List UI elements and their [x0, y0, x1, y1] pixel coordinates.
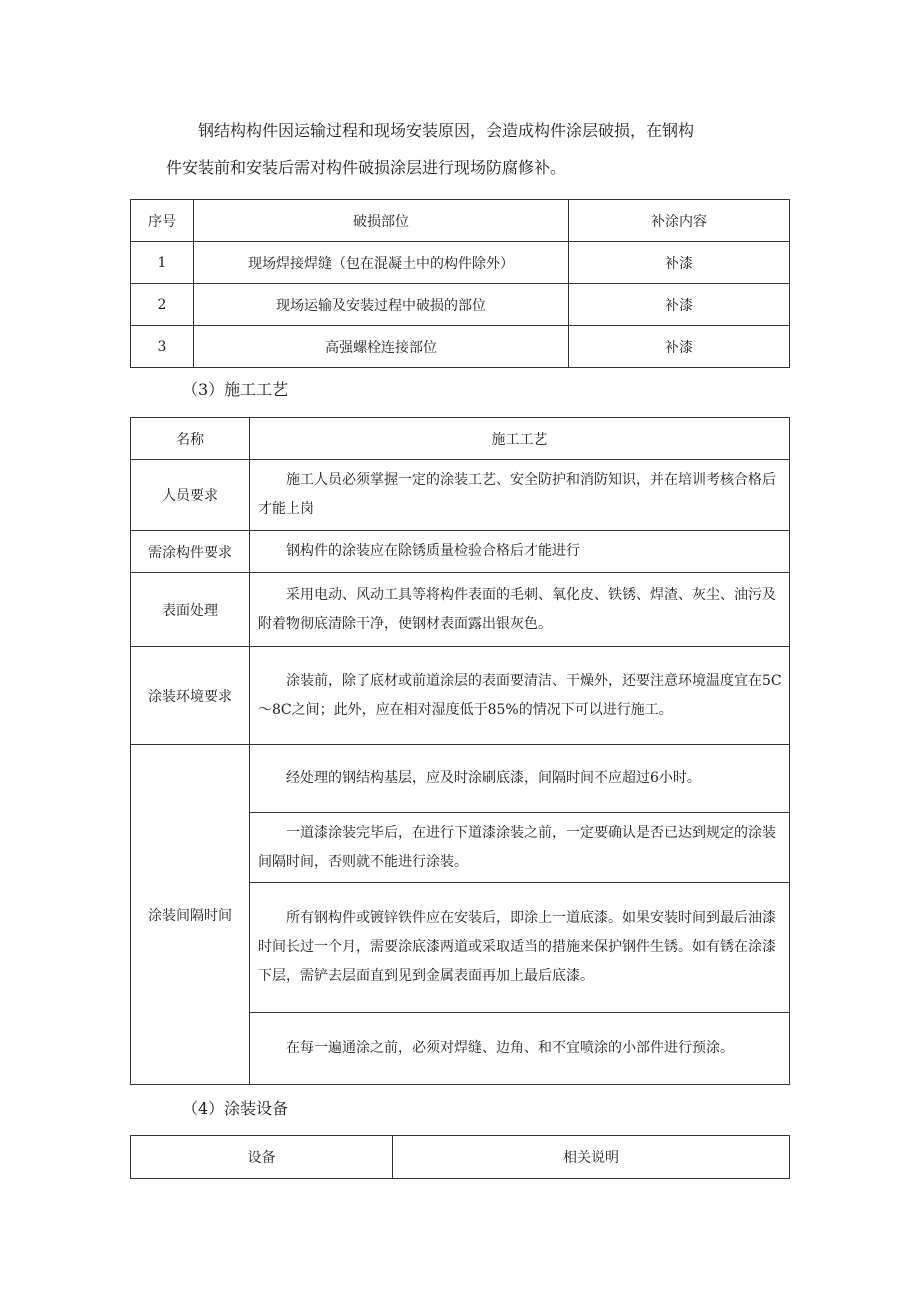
row-name: 表面处理: [131, 573, 250, 647]
table-row: [131, 326, 790, 368]
interval-subcells: [250, 745, 790, 1085]
cell-content: 补漆: [569, 326, 790, 368]
cell-no: 3: [131, 326, 194, 368]
interval-item-text: 一道漆涂装完毕后，在进行下道漆涂装之前，一定要确认是否已达到规定的涂装间隔时间，否则就不能进行涂装。: [258, 824, 776, 870]
row-text: 涂装前，除了底材或前道涂层的表面要清洁、干燥外，还要注意环境温度宜在5C～8C之间；此外，应在相对湿度低于85%的情况下可以进行施工。: [250, 647, 790, 745]
row-name: 涂装环境要求: [131, 647, 250, 745]
row-text: 施工人员必须掌握一定的涂装工艺、安全防护和消防知识，并在培训考核合格后才能上岗: [250, 460, 790, 531]
cell-part: 现场运输及安装过程中破损的部位: [194, 284, 569, 326]
interval-item-text: 经处理的钢结构基层，应及时涂刷底漆，间隔时间不应超过6小时。: [286, 770, 701, 786]
header-equipment: 设备: [131, 1136, 393, 1179]
interval-item: [250, 745, 789, 813]
section-4-heading: （4）涂装设备: [182, 1099, 289, 1118]
section-3-heading: （3）施工工艺: [182, 380, 289, 399]
interval-item: [250, 813, 789, 883]
header-name: 名称: [131, 418, 250, 460]
header-content: 补涂内容: [569, 200, 790, 242]
cell-no: 1: [131, 242, 194, 284]
cell-content: 补漆: [569, 242, 790, 284]
process-table: [130, 417, 790, 1085]
table-row: [131, 745, 790, 1085]
table-row: [131, 460, 790, 531]
header-process: 施工工艺: [250, 418, 790, 460]
table-row: [131, 573, 790, 647]
header-no: 序号: [131, 200, 194, 242]
interval-item-text: 所有钢构件或镀锌铁件应在安装后，即涂上一道底漆。如果安装时间到最后油漆时间长过一个月，需要涂底漆两道或采取适当的措施来保护钢件生锈。如有锈在涂漆下层，需铲去层面直到见到金属表面再加上最后底漆。: [258, 910, 776, 984]
repair-table: [130, 199, 790, 368]
table-row: [131, 242, 790, 284]
row-text: 钢构件的涂装应在除锈质量检验合格后才能进行: [250, 531, 790, 573]
cell-content: 补漆: [569, 284, 790, 326]
table-row: [131, 284, 790, 326]
cell-part: 现场焊接焊缝（包在混凝土中的构件除外）: [194, 242, 569, 284]
cell-no: 2: [131, 284, 194, 326]
table-row: [131, 531, 790, 573]
interval-item: [250, 883, 789, 1013]
interval-item-text: 在每一遍通涂之前，必须对焊缝、边角、和不宜喷涂的小部件进行预涂。: [286, 1039, 734, 1056]
table-header-row: [131, 418, 790, 460]
row-name: 需涂构件要求: [131, 531, 250, 573]
table-row: [131, 647, 790, 745]
interval-item: [250, 1013, 789, 1083]
table-header-row: [131, 1136, 790, 1179]
header-part: 破损部位: [194, 200, 569, 242]
row-name: 涂装间隔时间: [131, 745, 250, 1085]
header-description: 相关说明: [393, 1136, 790, 1179]
equipment-table: [130, 1135, 790, 1179]
row-name: 人员要求: [131, 460, 250, 531]
intro-line-1: 钢结构构件因运输过程和现场安装原因，会造成构件涂层破损，在钢构: [198, 121, 695, 140]
row-text: 采用电动、风动工具等将构件表面的毛刺、氧化皮、铁锈、焊渣、灰尘、油污及附着物彻底清除干净，使钢材表面露出银灰色。: [250, 573, 790, 647]
intro-line-2: 件安装前和安装后需对构件破损涂层进行现场防腐修补。: [166, 158, 567, 177]
intro-paragraph: [130, 112, 770, 186]
cell-part: 高强螺栓连接部位: [194, 326, 569, 368]
table-header-row: [131, 200, 790, 242]
